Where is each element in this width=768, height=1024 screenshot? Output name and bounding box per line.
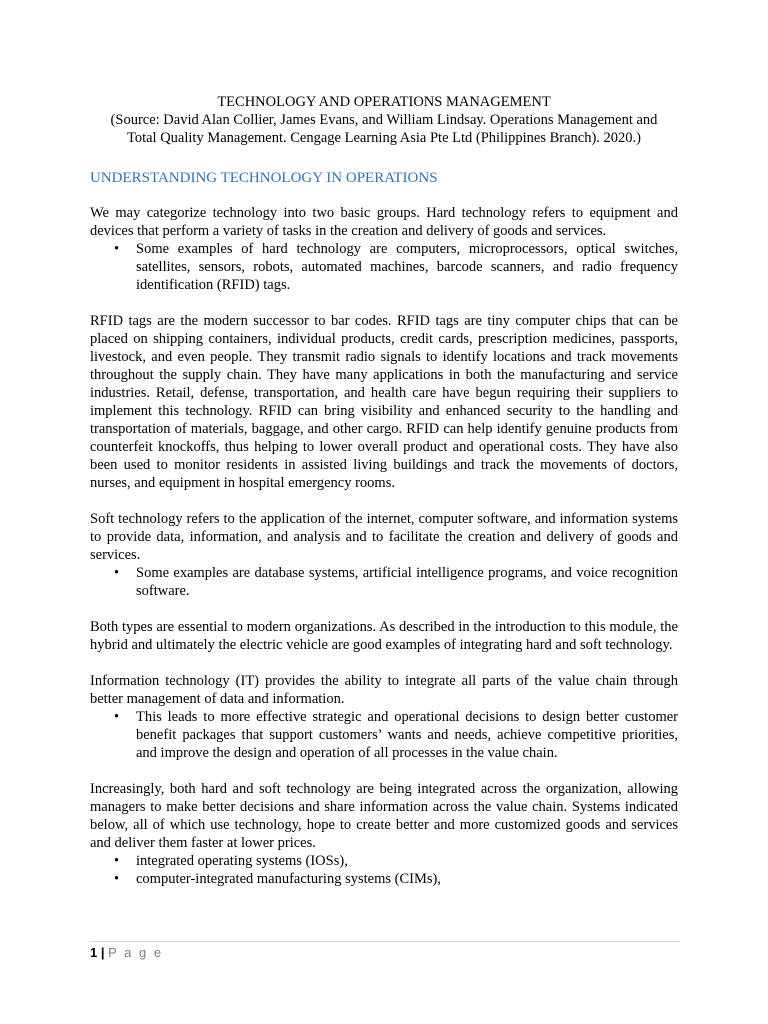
source-line-1: (Source: David Alan Collier, James Evans, and William Lindsay. Operations Management and: [110, 112, 658, 128]
paragraph-text: Information technology (IT) provides the ability to integrate all parts of the value chain through better management of data and information.: [90, 673, 678, 707]
bullet-list: [90, 708, 678, 762]
list-item: • Some examples are database systems, artificial intelligence programs, and voice recognition software.: [90, 564, 678, 600]
source-line-2: Total Quality Management. Cengage Learning Asia Pte Ltd (Philippines Branch). 2020.): [126, 130, 642, 146]
paragraph-rfid: RFID tags are the modern successor to bar codes. RFID tags are tiny computer chips that can be placed on shipping containers, individual products, credit cards, prescription medicines, passports, livestock, and even people. They transmit radio signals to identify locations and track movements throughout the supply chain. They have many applications in both the manufacturing and service industries. Retail, defense, transportation, and health care have begun requiring their suppliers to implement this technology. RFID can bring visibility and enhanced security to the handling and transportation of materials, baggage, and other cargo. RFID can help identify genuine products from counterfeit knockoffs, thus helping to lower overall product and operational costs. They have also been used to monitor residents in assisted living buildings and track the movements of doctors, nurses, and equipment in hospital emergency rooms.: [90, 313, 678, 491]
paragraph-information-technology: [90, 672, 678, 762]
footer-separator: |: [100, 945, 105, 960]
document-header: [90, 93, 678, 147]
paragraph-both-types: Both types are essential to modern organizations. As described in the introduction to this module, the hybrid and ultimately the electric vehicle are good examples of integrating hard and soft technology.: [90, 619, 678, 653]
bullet-list: [90, 564, 678, 600]
section-heading: UNDERSTANDING TECHNOLOGY IN OPERATIONS: [90, 170, 438, 186]
page-footer: [90, 945, 163, 960]
paragraph-hard-technology: [90, 204, 678, 294]
paragraph-integration: [90, 780, 678, 888]
paragraph-soft-technology: [90, 510, 678, 600]
list-item: • Some examples of hard technology are computers, microprocessors, optical switches, satellites, sensors, robots, automated machines, barcode scanners, and radio frequency identification (RFID) tags.: [90, 240, 678, 294]
paragraph-text: We may categorize technology into two basic groups. Hard technology refers to equipment and devices that perform a variety of tasks in the creation and delivery of goods and services.: [90, 205, 678, 239]
list-item: • This leads to more effective strategic and operational decisions to design better customer benefit packages that support customers’ wants and needs, achieve competitive priorities, and improve the design and operation of all processes in the value chain.: [90, 708, 678, 762]
list-item: • integrated operating systems (IOSs),: [90, 852, 678, 870]
page-content: [90, 93, 678, 888]
footer-divider: [90, 941, 680, 942]
document-title: TECHNOLOGY AND OPERATIONS MANAGEMENT: [217, 94, 551, 110]
list-item: • computer-integrated manufacturing systems (CIMs),: [90, 870, 678, 888]
bullet-list: [90, 240, 678, 294]
bullet-list: [90, 852, 678, 888]
page-number: 1: [90, 945, 98, 960]
paragraph-text: Soft technology refers to the application of the internet, computer software, and information systems to provide data, information, and analysis and to facilitate the creation and delivery of goods and services.: [90, 511, 678, 563]
page-label: P a g e: [108, 945, 164, 960]
paragraph-text: Increasingly, both hard and soft technology are being integrated across the organization, allowing managers to make better decisions and share information across the value chain. Systems indicated below, all of which use technology, hope to create better and more customized goods and services and deliver them faster at lower prices.: [90, 781, 678, 851]
